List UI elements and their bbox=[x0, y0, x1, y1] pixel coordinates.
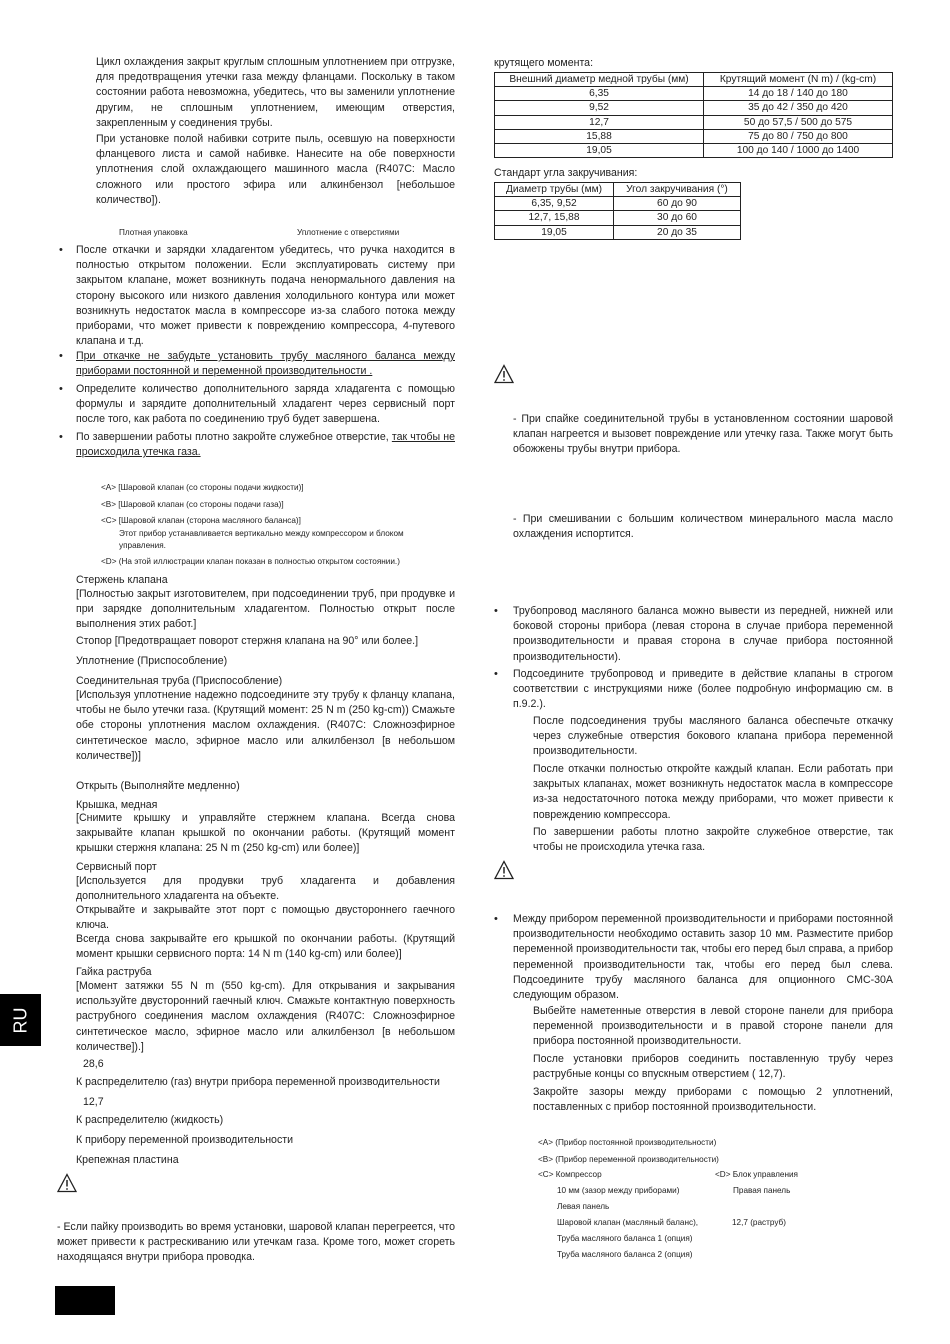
warning-mineral-oil-text: - При смешивании с большим количеством минерального масла масло охлаждения испортится. bbox=[513, 513, 893, 541]
table-header: Внешний диаметр медной трубы (мм) bbox=[495, 73, 704, 87]
language-tab bbox=[0, 994, 41, 1046]
valve-legend-b: <B> [Шаровой клапан (со стороны подачи газа)] bbox=[101, 500, 284, 509]
valve-legend-c: <C> [Шаровой клапан (сторона масляного баланса)] bbox=[101, 516, 301, 525]
warning-brazing-text: - При спайке соединительной трубы в установленном состоянии шаровой клапан нагреется и вызовет повреждение или утечку газа. Также могут быть обожжены трубы внутри прибора. bbox=[513, 413, 893, 456]
item-mounting-plate: Крепежная пластина bbox=[76, 1154, 179, 1166]
valve-legend-c-note2: управления. bbox=[119, 541, 166, 550]
item-seal: Уплотнение (Приспособление) bbox=[76, 655, 228, 667]
table-header-row bbox=[495, 73, 893, 87]
item-body-connecting-pipe: [Используя уплотнение надежно подсоедините эту трубу к фланцу клапана, чтобы не было утечки газа. (Крутящий момент: 25 N m (250 kg-cm)) Смажьте обе стороны уплотнения маслом охлаждения. (R407C: Сложноэфирное синтетическое масло, эфирное масло или алкилбензол [в небольшом количестве])] bbox=[76, 689, 455, 762]
valve-legend-d: <D> (На этой иллюстрации клапан показан в полностью открытом состоянии.) bbox=[101, 557, 400, 566]
item-body-cap: [Снимите крышку и управляйте стержнем клапана. Всегда снова закрывайте клапан крышкой по окончании работы. (Крутящий момент крышки стержня клапана: 25 N m (250 kg-cm) или более)] bbox=[76, 812, 455, 855]
item-title-cap: Крышка, медная bbox=[76, 799, 158, 811]
table-cell: 12,7, 15,88 bbox=[495, 211, 614, 225]
item-body-flare-nut: [Момент затяжки 55 N m (550 kg-cm). Для открывания и закрывания используйте двусторонний гаечный ключ. Смажьте контактную поверхность раструбного соединения маслом охлаждения (R407C: Сложноэфирное синтетическое масло, эфирное масло или алкилбензол [в небольшом количестве]).] bbox=[76, 980, 455, 1053]
table-row bbox=[495, 225, 741, 239]
bullet-text-underlined: так чтобы не происходила утечка газа. bbox=[76, 431, 455, 459]
warning-triangle-icon bbox=[494, 364, 514, 384]
table-cell: 6,35, 9,52 bbox=[495, 197, 614, 211]
table-header: Диаметр трубы (мм) bbox=[495, 183, 614, 197]
item-title-flare-nut: Гайка раструба bbox=[76, 966, 152, 978]
unit-legend-ball-valve: Шаровой клапан (масляный баланс), bbox=[557, 1218, 699, 1227]
table-cell: 9,52 bbox=[495, 101, 704, 115]
bullet-text: Подсоедините трубопровод и приведите в действие клапаны в строгом соответствии с инструкциями ниже (более подробную информацию см. в п.9.2.). bbox=[513, 668, 893, 711]
item-body-service-port-3: Всегда снова закрывайте его крышкой по окончании работы. (Крутящий момент крышки сервисного порта: 14 N m (140 kg-cm) или более)] bbox=[76, 933, 455, 961]
table-cell: 14 до 18 / 140 до 180 bbox=[704, 87, 893, 101]
table-cell: 6,35 bbox=[495, 87, 704, 101]
bullet-text: После откачки и зарядки хладагентом убедитесь, что ручка находится в полностью открытом положении. Если эксплуатировать систему при закрытом клапане, может возникнуть подача ненормального давления на сторону высокого или низкого давления холодильного контура или может возникнуть недостаток масла в компрессоре из-за слабого потока между приборами, что может привести к повреждению компрессора, 4-путевого клапана и т.д. bbox=[76, 244, 455, 348]
torque-table bbox=[494, 72, 893, 158]
caution-text: - Если пайку производить во время установки, шаровой клапан перегреется, что может привести к растрескиванию или утечкам газа. Кроме того, может сгореть находящаяся внутри прибора проводка. bbox=[57, 1221, 455, 1264]
step-text: После подсоединения трубы масляного баланса обеспечьте откачку через служебные отверстия бокового клапана прибора переменной производительности. bbox=[533, 715, 893, 758]
item-body-valve-stem: [Полностью закрыт изготовителем, при подсоединении труб, при продувке и при зарядке дополнительным хладагентом. Полностью открыт после выполнения этих работ.] bbox=[76, 588, 455, 631]
step-text: Закройте зазоры между приборами с помощью 2 уплотнений, поставленных с прибор постоянной производительности. bbox=[533, 1086, 893, 1114]
warning-triangle-icon bbox=[494, 860, 514, 880]
table-cell: 19,05 bbox=[495, 143, 704, 157]
torque-caption: крутящего момента: bbox=[494, 57, 594, 69]
bullet-text: Трубопровод масляного баланса можно вывести из передней, нижней или боковой стороны прибора (левая сторона в случае прибора переменной производительности и правая сторона в случае прибора постоянной производительности). bbox=[513, 605, 893, 663]
bullet-text: Между прибором переменной производительности и приборами постоянной производительности необходимо оставить зазор 10 мм. Разместите прибор переменной производительности так, чтобы его перед был справа, а прибор переменной производительности так, чтобы его перед был слева. Подсоедините трубу масляного баланса для опционного CMC-30A следующим образом. bbox=[513, 913, 893, 1002]
table-header: Крутящий момент (N m) / (kg-cm) bbox=[704, 73, 893, 87]
bullet-dot: • bbox=[59, 350, 63, 362]
unit-legend-b: <B> (Прибор переменной производительности) bbox=[538, 1155, 719, 1164]
item-stopper: Стопор [Предотвращает поворот стержня клапана на 90° или более.] bbox=[76, 635, 419, 647]
bullet-dot: • bbox=[494, 605, 498, 617]
table-row bbox=[495, 115, 893, 129]
table-cell: 60 до 90 bbox=[614, 197, 741, 211]
unit-legend-left-panel: Левая панель bbox=[557, 1202, 610, 1211]
figure-label-solid-seal: Плотная упаковка bbox=[119, 228, 188, 237]
item-open-slowly: Открыть (Выполняйте медленно) bbox=[76, 780, 240, 792]
valve-legend-a: <A> [Шаровой клапан (со стороны подачи жидкости)] bbox=[101, 483, 304, 492]
item-to-liquid-distributor: К распределителю (жидкость) bbox=[76, 1114, 224, 1126]
bullet-text: Определите количество дополнительного заряда хладагента с помощью формулы и зарядите дополнительный хладагент через сервисный порт после того, как работа по соединению труб будет завершена. bbox=[76, 383, 455, 426]
gasket-paragraph: При установке полой набивки сотрите пыль, осевшую на поверхности фланцевого листа и самой набивке. Нанесите на обе поверхности уплотнения слой охлаждающего машинного масла (R407C: Масло сложного или простого эфира или алкинбензол [небольшое количество]). bbox=[96, 133, 455, 206]
table-row bbox=[495, 197, 741, 211]
bullet-text-part: По завершении работы плотно закройте служебное отверстие, bbox=[76, 431, 392, 443]
step-text: После откачки полностью откройте каждый клапан. Если работать при закрытых клапанах, может возникнуть недостаток масла в компрессоре из-за недостаточного потока между приборами, что может привести к повреждению компрессора. bbox=[533, 763, 893, 821]
table-row bbox=[495, 87, 893, 101]
seal-paragraph: Цикл охлаждения закрыт круглым сплошным уплотнением при отгрузке, для предотвращения утечки газа между фланцами. Поскольку в таком состоянии работа невозможна, убедитесь, что вы заменили уплотнение другим, не сплошным уплотнением, имеющим отверстия, закрепленным у соединения трубы. bbox=[96, 56, 455, 129]
item-title-valve-stem: Стержень клапана bbox=[76, 574, 168, 586]
unit-legend-right-panel: Правая панель bbox=[733, 1186, 791, 1195]
table-row bbox=[495, 143, 893, 157]
table-cell: 19,05 bbox=[495, 225, 614, 239]
item-title-connecting-pipe: Соединительная труба (Приспособление) bbox=[76, 675, 283, 687]
item-title-service-port: Сервисный порт bbox=[76, 861, 157, 873]
bullet-dot: • bbox=[59, 383, 63, 395]
figure-label-holed-seal: Уплотнение с отверстиями bbox=[297, 228, 400, 237]
table-row bbox=[495, 129, 893, 143]
table-cell: 20 до 35 bbox=[614, 225, 741, 239]
valve-legend-c-note: Этот прибор устанавливается вертикально между компрессором и блоком bbox=[119, 529, 404, 538]
table-cell: 30 до 60 bbox=[614, 211, 741, 225]
table-row bbox=[495, 211, 741, 225]
step-text: По завершении работы плотно закройте служебное отверстие, так чтобы не происходила утечка газа. bbox=[533, 826, 893, 854]
unit-legend-gap: 10 мм (зазор между приборами) bbox=[557, 1186, 680, 1195]
unit-legend-flare: 12,7 (раструб) bbox=[732, 1218, 786, 1227]
bullet-dot: • bbox=[59, 244, 63, 256]
item-body-service-port: [Используется для продувки труб хладагента и добавления дополнительного хладагента на объекте. bbox=[76, 875, 455, 903]
unit-legend-c: <C> Компрессор bbox=[538, 1170, 602, 1179]
table-cell: 100 до 140 / 1000 до 1400 bbox=[704, 143, 893, 157]
angle-table bbox=[494, 182, 741, 240]
language-tab-label: RU bbox=[10, 1007, 30, 1033]
page-number-block bbox=[55, 1286, 115, 1315]
bullet-dot: • bbox=[494, 913, 498, 925]
table-header-row bbox=[495, 183, 741, 197]
table-cell: 35 до 42 / 350 до 420 bbox=[704, 101, 893, 115]
step-text: Выбейте наметенные отверстия в левой стороне панели для прибора переменной производительности и в правой стороне панели для прибора постоянной производительности. bbox=[533, 1005, 893, 1048]
table-cell: 15,88 bbox=[495, 129, 704, 143]
bullet-text-underlined: При откачке не забудьте установить трубу масляного баланса между приборами постоянной и переменной производительности . bbox=[76, 350, 455, 378]
table-cell: 50 до 57,5 / 500 до 575 bbox=[704, 115, 893, 129]
item-body-service-port-2: Открывайте и закрывайте этот порт с помощью двустороннего гаечного ключа. bbox=[76, 904, 455, 932]
unit-legend-pipe-1: Труба масляного баланса 1 (опция) bbox=[557, 1234, 693, 1243]
bullet-dot: • bbox=[59, 431, 63, 443]
bullet-dot: • bbox=[494, 668, 498, 680]
warning-triangle-icon bbox=[57, 1173, 77, 1193]
table-cell: 12,7 bbox=[495, 115, 704, 129]
unit-legend-pipe-2: Труба масляного баланса 2 (опция) bbox=[557, 1250, 693, 1259]
table-row bbox=[495, 101, 893, 115]
item-to-variable-unit: К прибору переменной производительности bbox=[76, 1134, 294, 1146]
table-cell: 75 до 80 / 750 до 800 bbox=[704, 129, 893, 143]
dimension-12-7: 12,7 bbox=[83, 1096, 104, 1108]
table-header: Угол закручивания (°) bbox=[614, 183, 741, 197]
dimension-28-6: 28,6 bbox=[83, 1058, 104, 1070]
item-to-gas-distributor: К распределителю (газ) внутри прибора переменной производительности bbox=[76, 1076, 440, 1088]
unit-legend-a: <A> (Прибор постоянной производительности) bbox=[538, 1138, 717, 1147]
step-text: После установки приборов соединить поставленную трубу через раструбные концы со впускным отверстием ( 12,7). bbox=[533, 1053, 893, 1081]
angle-caption: Стандарт угла закручивания: bbox=[494, 167, 638, 179]
bullet-text bbox=[76, 430, 455, 460]
unit-legend-d: <D> Блок управления bbox=[715, 1170, 798, 1179]
